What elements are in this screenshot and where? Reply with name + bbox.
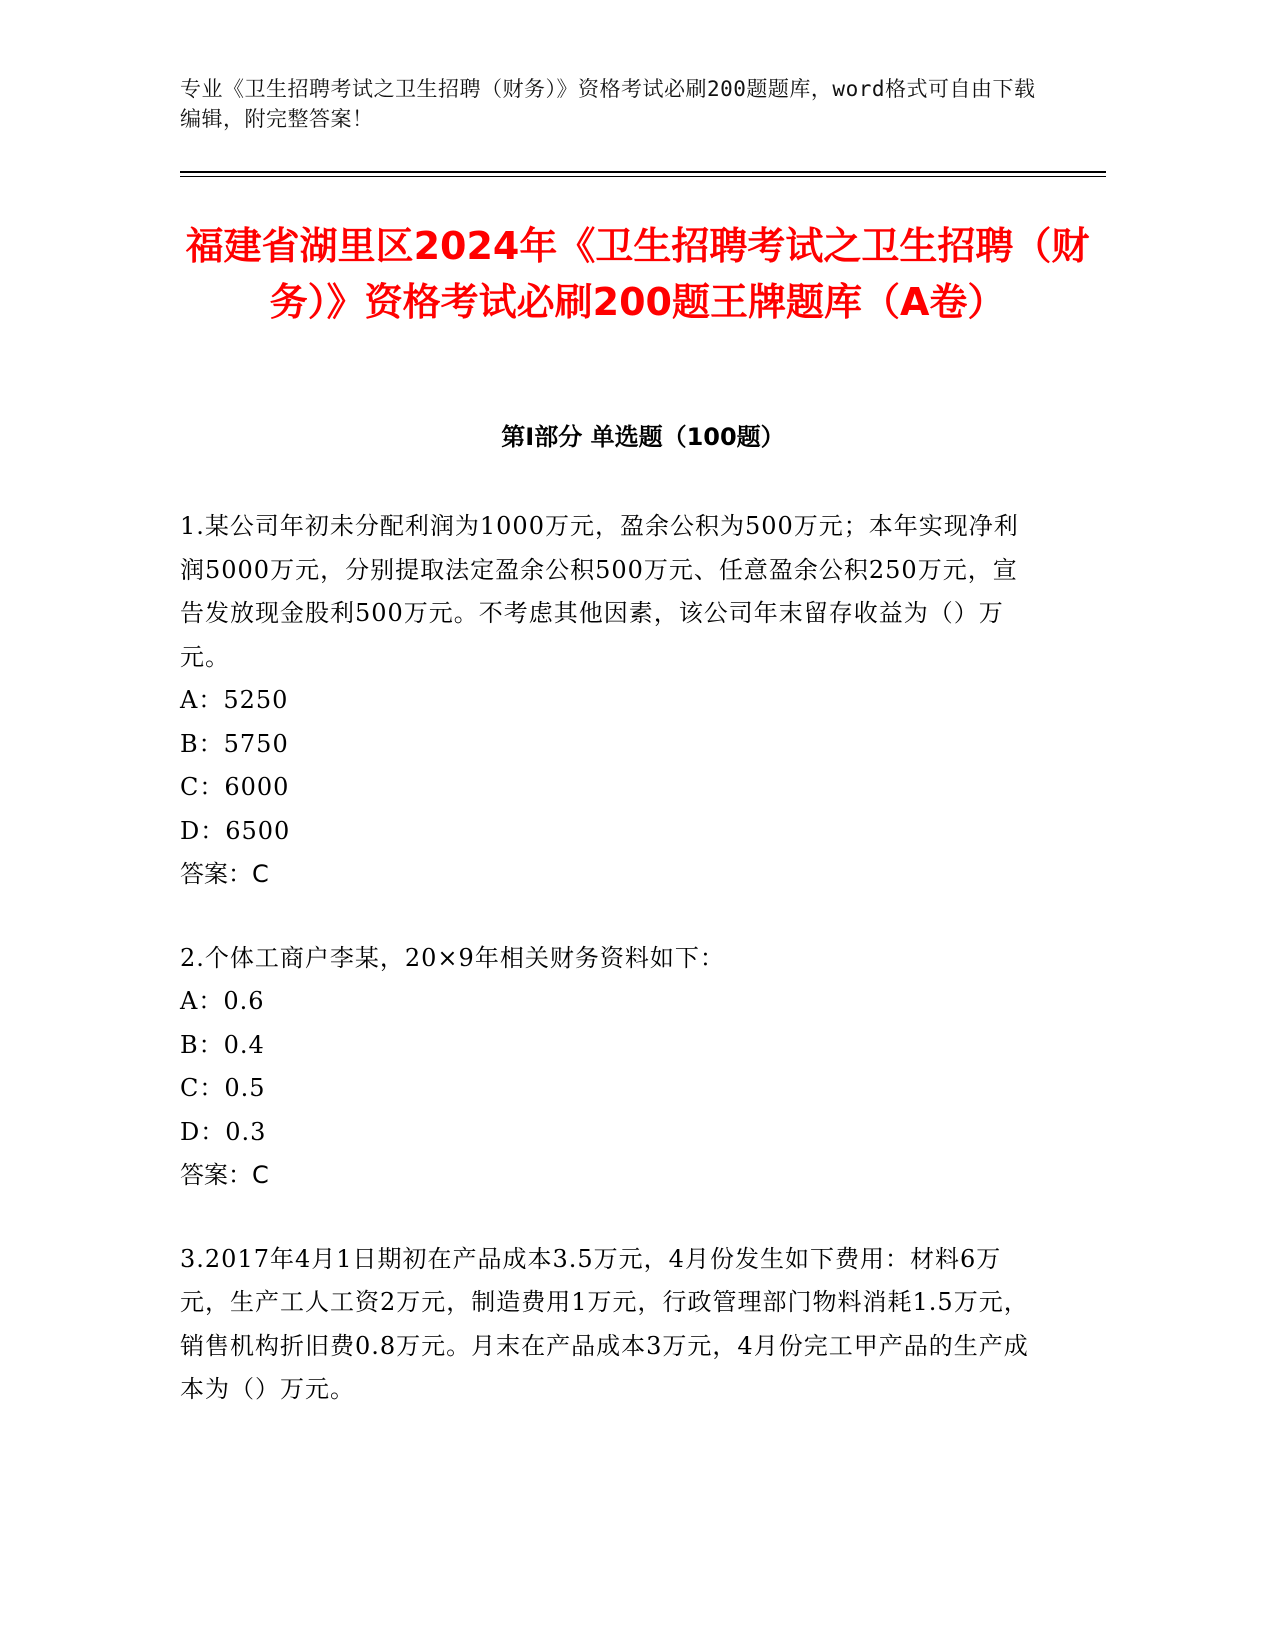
question-2 xyxy=(180,937,1040,1198)
option-a: A：0.6 xyxy=(180,987,265,1015)
option-d: D：0.3 xyxy=(180,1117,267,1146)
option-b: B：0.4 xyxy=(180,1030,265,1059)
question-stem: 2.个体工商户李某，20×9年相关财务资料如下： xyxy=(180,943,725,972)
option-d: D：6500 xyxy=(180,816,291,845)
section-title: 第Ⅰ部分 单选题（100题） xyxy=(501,423,785,451)
option-c: C：6000 xyxy=(180,773,290,801)
question-list xyxy=(180,505,1040,1452)
header-divider-thick xyxy=(180,171,1106,173)
document-title: 福建省湖里区2024年《卫生招聘考试之卫生招聘（财务）》资格考试必刷200题王牌题库（A卷） xyxy=(185,224,1090,324)
header-divider-thin xyxy=(180,176,1106,177)
header-note: 专业《卫生招聘考试之卫生招聘（财务）》资格考试必刷200题题库，word格式可自由下载编辑，附完整答案！ xyxy=(180,77,1036,131)
option-a: A：5250 xyxy=(180,686,289,714)
answer-label: 答案：C xyxy=(180,1161,269,1189)
question-stem: 1.某公司年初未分配利润为1000万元，盈余公积为500万元；本年实现净利润5000万元，分别提取法定盈余公积500万元、任意盈余公积250万元，宣告发放现金股利500万元。不考虑其他因素，该公司年末留存收益为（）万元。 xyxy=(180,512,1019,671)
question-stem: 3.2017年4月1日期初在产品成本3.5万元，4月份发生如下费用：材料6万元，生产工人工资2万元，制造费用1万元，行政管理部门物料消耗1.5万元，销售机构折旧费0.8万元。月末在产品成本3万元，4月份完工甲产品的生产成本为（）万元。 xyxy=(180,1244,1029,1403)
question-1 xyxy=(180,505,1040,897)
question-3 xyxy=(180,1238,1040,1412)
option-c: C：0.5 xyxy=(180,1074,266,1102)
answer-label: 答案：C xyxy=(180,860,269,888)
option-b: B：5750 xyxy=(180,729,289,758)
